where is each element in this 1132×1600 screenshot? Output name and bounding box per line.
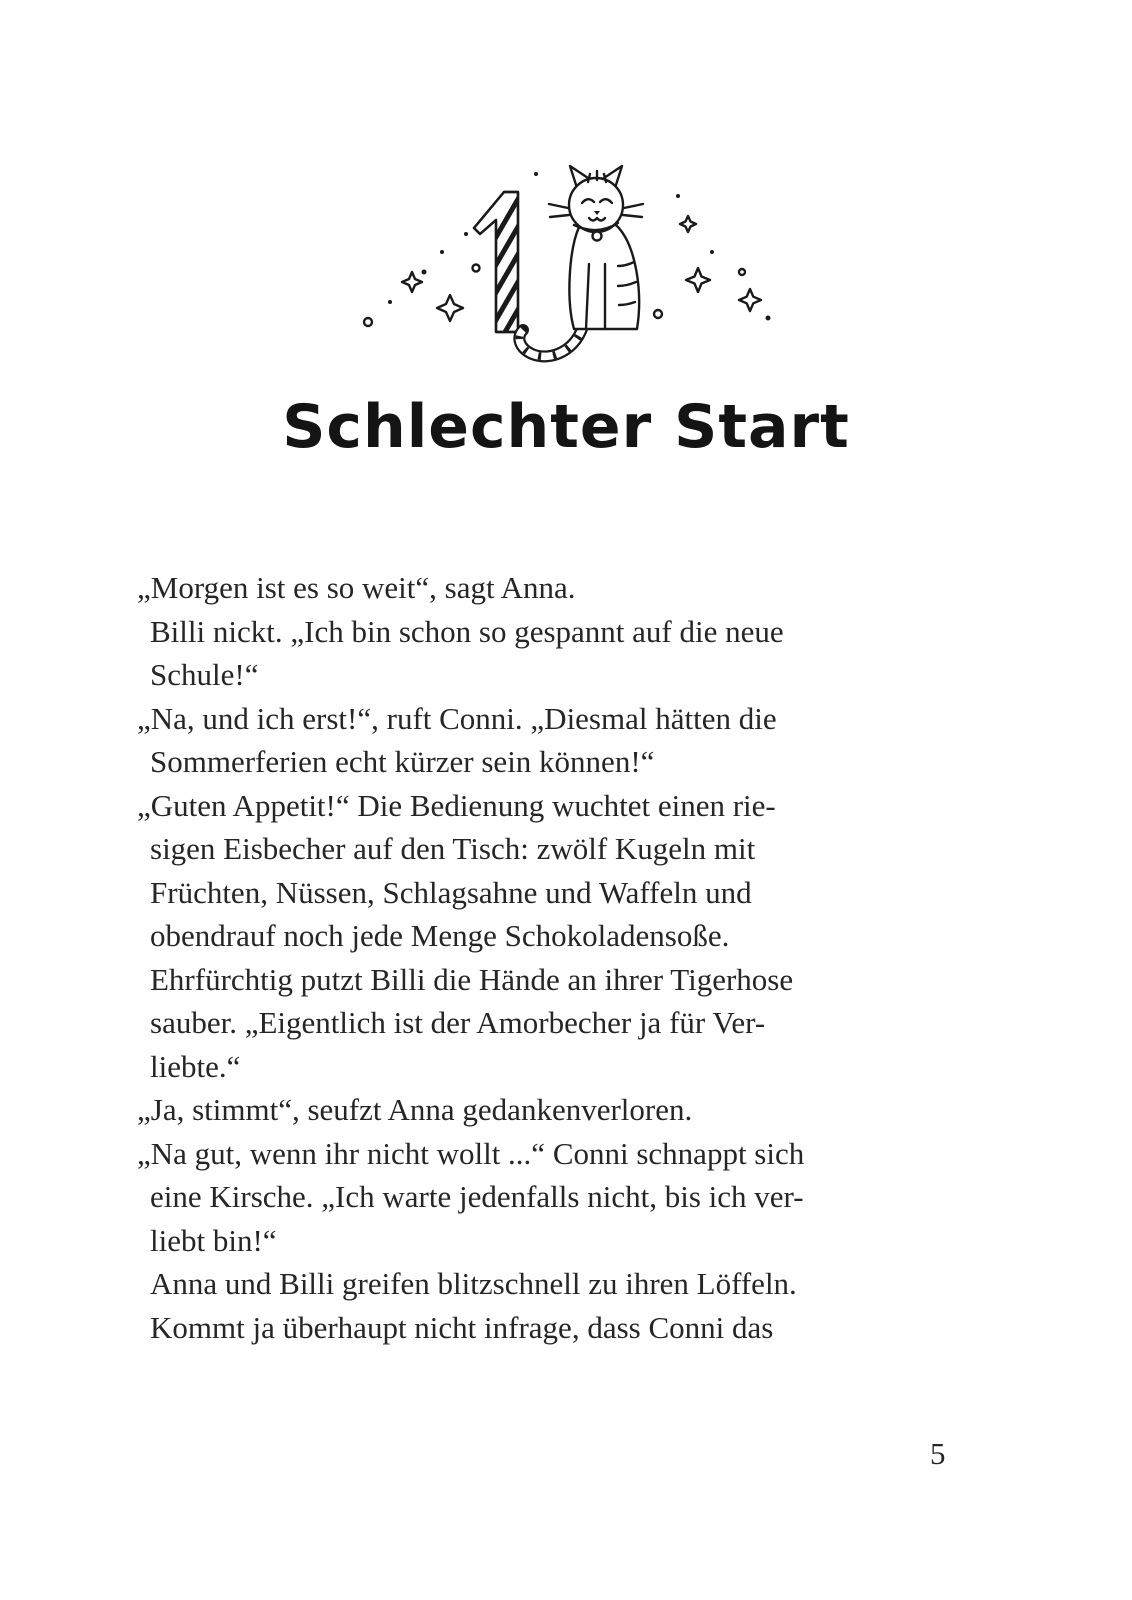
body-line: Früchten, Nüssen, Schlagsahne und Waffeln und [150, 874, 752, 910]
body-line: „Ja, stimmt“, seufzt Anna gedankenverloren. [137, 1092, 693, 1127]
body-line: Kommt ja überhaupt nicht infrage, dass Conni das [150, 1309, 774, 1345]
body-line: Sommerferien echt kürzer sein können!“ [150, 744, 655, 779]
body-line: „Morgen ist es so weit“, sagt Anna. [137, 570, 576, 605]
body-line: obendrauf noch jede Menge Schokoladensoße. [150, 918, 730, 953]
chapter-title: Schlechter Start [282, 392, 850, 462]
chapter-illustration [346, 132, 786, 377]
body-line: liebte.“ [150, 1048, 241, 1084]
body-line: Billi nickt. „Ich bin schon so gespannt auf die neue [150, 613, 784, 649]
body-line: Anna und Billi greifen blitzschnell zu ihren Löffeln. [150, 1266, 797, 1301]
body-text [137, 566, 949, 1349]
body-line: sigen Eisbecher auf den Tisch: zwölf Kugeln mit [150, 831, 756, 866]
body-line: sauber. „Eigentlich ist der Amorbecher ja für Ver- [150, 1005, 766, 1040]
body-line: „Na, und ich erst!“, ruft Conni. „Diesmal hätten die [137, 700, 777, 736]
body-line: Schule!“ [150, 657, 259, 692]
body-line: liebt bin!“ [150, 1222, 277, 1258]
page-number: 5 [930, 1436, 946, 1471]
body-line: eine Kirsche. „Ich warte jedenfalls nicht, bis ich ver- [150, 1179, 804, 1214]
body-line: Ehrfürchtig putzt Billi die Hände an ihrer Tigerhose [150, 961, 794, 997]
cat-number-one-illustration [346, 132, 786, 372]
body-line: „Na gut, wenn ihr nicht wollt ...“ Conni schnappt sich [137, 1135, 805, 1171]
body-line: „Guten Appetit!“ Die Bedienung wuchtet einen rie- [137, 787, 776, 823]
